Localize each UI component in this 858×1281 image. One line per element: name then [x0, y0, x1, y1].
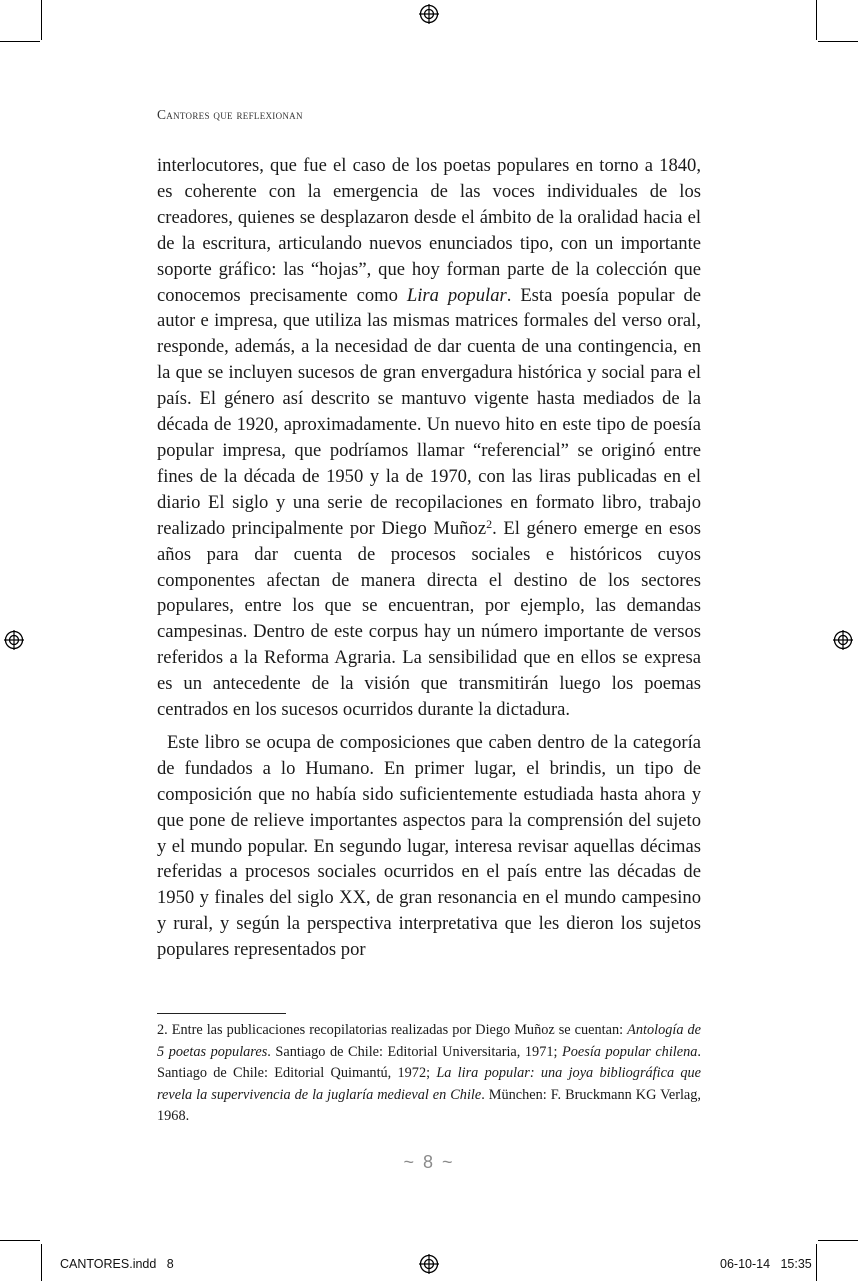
crop-mark — [818, 41, 858, 42]
page-number: ~ 8 ~ — [403, 1152, 455, 1172]
paragraph-text: . El género emerge en esos años para dar cuenta de procesos sociales e históricos cuyos componentes afectan de manera directa el destino de los sectores populares, entre los que se encuentran, por ejemplo, las demandas campesinas. Dentro de este corpus hay un número importante de versos referidos a la Reforma Agraria. La sensibilidad que en ellos se expresa es un antecedente de la visión que transmitirán luego los poemas centrados en los sucesos ocurridos durante la dictadura. — [157, 517, 701, 721]
crop-mark — [818, 1240, 858, 1241]
registration-mark-icon — [833, 630, 853, 650]
registration-mark-icon — [419, 1254, 439, 1274]
footnote-text: . Santiago de Chile: Editorial Quimantú, 1972; — [157, 1043, 701, 1081]
footnote-title: Antología de 5 poetas populares — [157, 1022, 701, 1060]
footnote-title: La lira popular: una joya bibliográfica que revela la supervivencia de la juglaría medieval en Chile — [157, 1065, 701, 1103]
footnote — [157, 1020, 701, 1128]
crop-mark — [41, 0, 42, 40]
paragraph-text: interlocutores, que fue el caso de los poetas populares en torno a 1840, es coherente con la emergencia de las voces individuales de los creadores, quienes se desplazaron desde el ámbito de la oralidad hacia el de la escritura, articulando nuevos enunciados tipo, con un importante soporte gráfico: las “hojas”, que hoy forman parte de la colección que conocemos precisamente como — [157, 155, 701, 306]
footnote-text: . München: F. Bruckmann KG Verlag, 1968. — [157, 1086, 701, 1124]
footnote-text: . Santiago de Chile: Editorial Universitaria, 1971; — [267, 1043, 563, 1060]
crop-mark — [816, 1244, 817, 1281]
crop-mark — [816, 0, 817, 40]
slug-datetime: 06-10-14 15:35 — [720, 1257, 812, 1271]
paragraph — [157, 153, 701, 723]
crop-mark — [41, 1244, 42, 1281]
footnote-text: 2. Entre las publicaciones recopilatorias realizadas por Diego Muñoz se cuentan: — [157, 1022, 628, 1038]
italic-title: Lira popular — [406, 284, 507, 306]
registration-mark-icon — [4, 630, 24, 650]
footnote-title: Poesía popular chilena — [562, 1043, 698, 1060]
crop-mark — [0, 1240, 40, 1241]
crop-mark — [0, 41, 40, 42]
footnote-reference[interactable]: 2 — [486, 516, 493, 531]
footnote-rule — [157, 1013, 286, 1014]
running-header: Cantores que reflexionan — [157, 107, 303, 122]
paragraph-text: . Esta poesía popular de autor e impresa, que utiliza las mismas matrices formales del verso oral, responde, además, a la necesidad de dar cuenta de una contingencia, en la que se incluyen sucesos de gran envergadura histórica y social para el país. El género así descrito se mantuvo vigente hasta mediados de la década de 1920, aproximadamente. Un nuevo hito en este tipo de poesía popular impresa, que podríamos llamar “referencial” se originó entre fines de la década de 1950 y la de 1970, con las liras publicadas en el diario El siglo y una serie de recopilaciones en formato libro, trabajo realizado principalmente por Diego Muñoz — [157, 284, 702, 539]
body-text — [157, 153, 701, 963]
registration-mark-icon — [419, 4, 439, 24]
paragraph: Este libro se ocupa de composiciones que caben dentro de la categoría de fundados a lo Humano. En primer lugar, el brindis, un tipo de composición que no había sido suficientemente estudiada hasta ahora y que pone de relieve importantes aspectos para la comprensión del sujeto y el mundo popular. En segundo lugar, interesa revisar aquellas décimas referidas a procesos sociales ocurridos en el país entre las décadas de 1950 y finales del siglo XX, de gran resonancia en el mundo campesino y rural, y según la perspectiva interpretativa que les dieron los sujetos populares representados por — [157, 731, 701, 961]
slug-filename: CANTORES.indd 8 — [60, 1257, 174, 1271]
